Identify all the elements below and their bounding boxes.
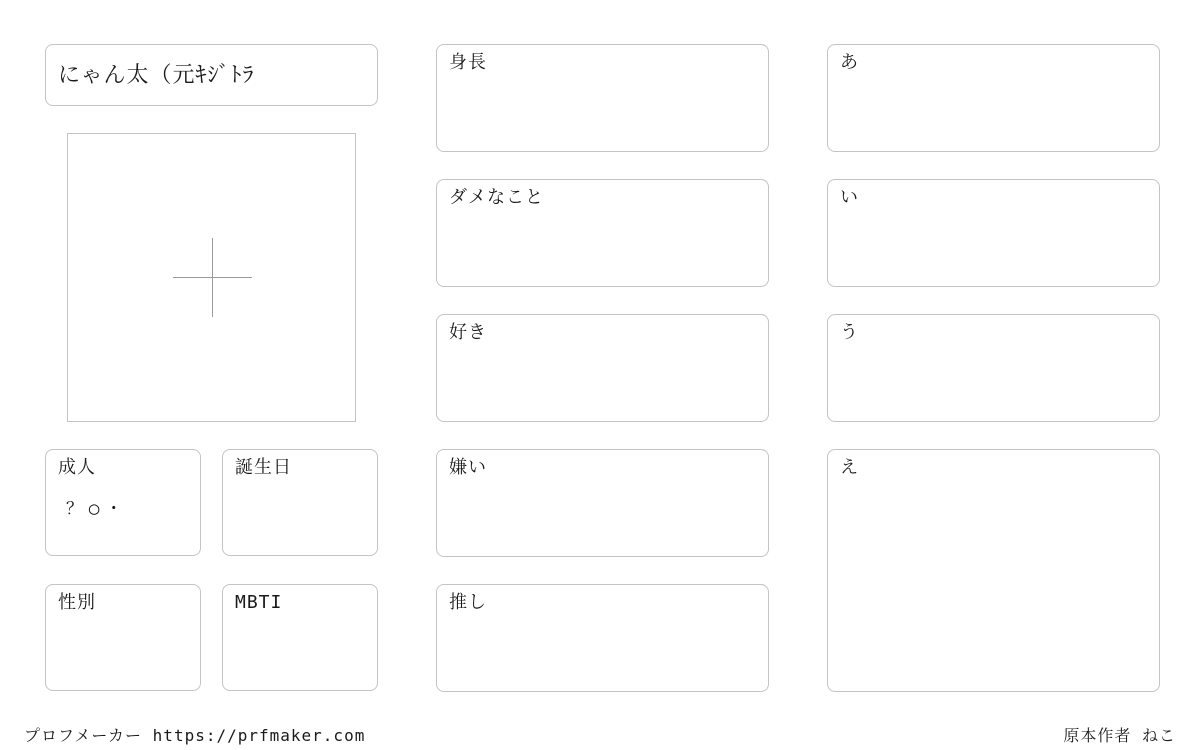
field-weakness-label: ダメなこと [449, 187, 544, 208]
maker-link[interactable]: プロフメーカー https://prfmaker.com [24, 726, 366, 745]
field-adult-value: ？◯・ [66, 499, 129, 519]
field-oshi[interactable] [436, 584, 769, 692]
field-u-label: う [840, 322, 859, 343]
field-e[interactable] [827, 449, 1160, 692]
name-text: にゃん太（元ｷｼﾞﾄﾗ [58, 63, 255, 88]
field-i-label: い [840, 187, 859, 208]
field-dislikes-label: 嫌い [449, 457, 487, 478]
field-adult[interactable] [45, 449, 201, 556]
field-birthday[interactable] [222, 449, 378, 556]
field-adult-label: 成人 [58, 457, 96, 478]
field-gender[interactable] [45, 584, 201, 691]
field-height[interactable] [436, 44, 769, 152]
field-birthday-label: 誕生日 [235, 457, 292, 478]
field-e-label: え [840, 457, 859, 478]
field-u[interactable] [827, 314, 1160, 422]
field-likes-label: 好き [449, 322, 487, 343]
field-i[interactable] [827, 179, 1160, 287]
add-photo-icon-vertical [212, 238, 213, 317]
name-field[interactable] [45, 44, 378, 106]
field-weakness[interactable] [436, 179, 769, 287]
field-likes[interactable] [436, 314, 769, 422]
field-mbti[interactable] [222, 584, 378, 691]
field-gender-label: 性別 [58, 592, 96, 613]
field-dislikes[interactable] [436, 449, 769, 557]
field-height-label: 身長 [449, 52, 487, 73]
field-a-label: あ [840, 52, 859, 73]
field-oshi-label: 推し [449, 592, 487, 613]
photo-upload-area[interactable] [67, 133, 356, 422]
field-a[interactable] [827, 44, 1160, 152]
field-mbti-label: MBTI [235, 592, 283, 613]
original-author-credit: 原本作者 ねこ [1063, 726, 1176, 745]
